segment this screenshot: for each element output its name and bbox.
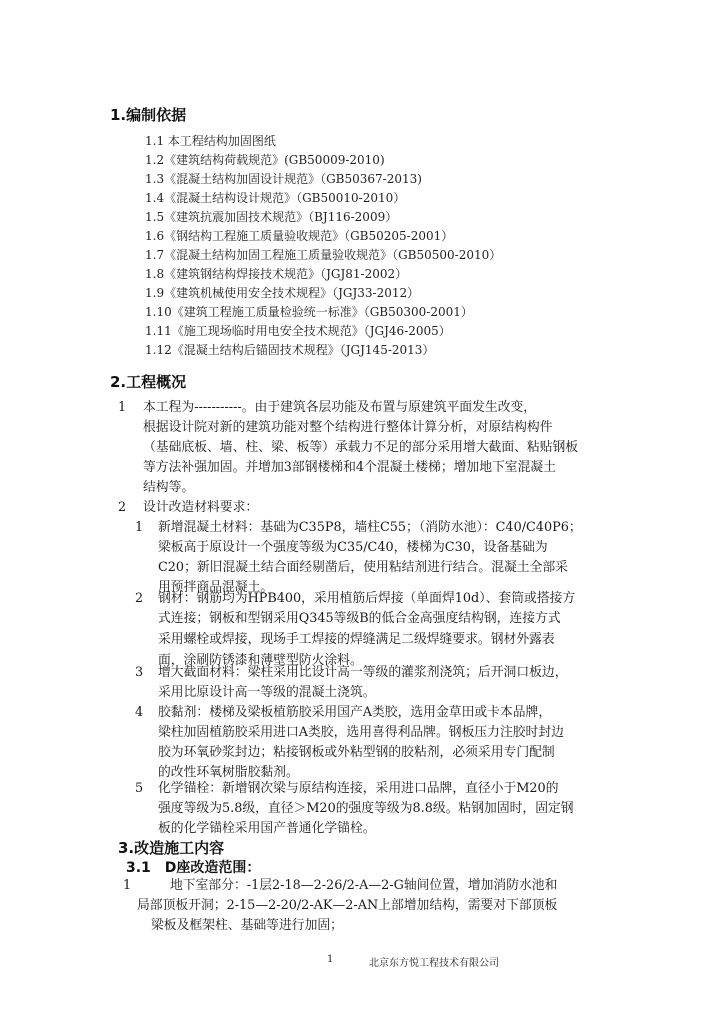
section-heading-basis: 1.编制依据: [110, 106, 187, 124]
material-line: 的改性环氧树脂胶黏剂。: [158, 765, 299, 780]
paragraph-title: 设计改造材料要求：: [143, 500, 259, 515]
material-line: 式连接；钢板和型钢采用Q345等级B的低合金高强度结构钢，连接方式: [158, 611, 561, 626]
material-line: 强度等级为5.8级，直径＞M20的强度等级为8.8级。粘钢加固时，固定钢: [158, 801, 574, 816]
list-item: 1.10《建筑工程施工质量检验统一标准》（GB50300-2001）: [145, 305, 473, 319]
material-line: 钢材：钢筋均为HPB400，采用植筋后焊接（单面焊10d）、套筒或搭接方: [158, 591, 576, 606]
paragraph-number: 1: [118, 400, 127, 415]
list-item: 1.12《混凝土结构后锚固技术规程》（JGJ145-2013）: [145, 343, 435, 357]
material-line: 采用螺栓或焊接，现场手工焊接的焊缝满足二级焊缝要求。钢材外露表: [158, 632, 555, 647]
page-number: 1: [327, 954, 334, 965]
material-line: 增大截面材料：梁柱采用比设计高一等级的灌浆剂浇筑；后开洞口板边，: [158, 665, 568, 680]
paragraph-line: 根据设计院对新的建筑功能对整个结构进行整体计算分析，对原结构构件: [143, 420, 553, 435]
paragraph-line: 局部顶板开洞；2-15—2-20/2-AK—2-AN上部增加结构，需要对下部顶板: [137, 898, 558, 913]
material-number: 1: [135, 520, 144, 535]
material-line: 采用比原设计高一等级的混凝土浇筑。: [158, 685, 376, 700]
list-item: 1.7《混凝土结构加固工程施工质量验收规范》（GB50500-2010）: [145, 248, 502, 262]
material-line: 面，涂刷防锈漆和薄壁型防火涂料。: [158, 653, 363, 668]
list-item: 1.8《建筑钢结构焊接技术规范》（JGJ81-2002）: [145, 267, 408, 281]
list-item: 1.5《建筑抗震加固技术规范》（BJ116-2009）: [145, 210, 398, 224]
material-line: 板的化学锚栓采用国产普通化学锚栓。: [158, 821, 376, 836]
section-heading-overview: 2.工程概况: [110, 373, 187, 391]
paragraph-line: 梁板及框架柱、基础等进行加固；: [151, 918, 343, 933]
paragraph-line: 结构等。: [143, 480, 195, 495]
material-line: 胶为环氧砂浆封边；粘接钢板或外粘型钢的胶粘剂，必须采用专门配制: [158, 745, 555, 760]
material-line: 用预拌商品混凝土。: [158, 580, 274, 595]
list-item: 1.6《钢结构工程施工质量验收规范》（GB50205-2001）: [145, 229, 454, 243]
list-item: 1.9《建筑机械使用安全技术规程》（JGJ33-2012）: [145, 286, 420, 300]
list-item: 1.4《混凝土结构设计规范》（GB50010-2010）: [145, 191, 406, 205]
material-number: 2: [135, 591, 144, 606]
list-item: 1.1 本工程结构加固图纸: [145, 134, 276, 148]
list-item: 1.2《建筑结构荷载规范》(GB50009-2010): [145, 153, 385, 167]
paragraph-line: 等方法补强加固。并增加3部钢楼梯和4个混凝土楼梯；增加地下室混凝土: [143, 460, 556, 475]
footer-company: 北京东方悦工程技术有限公司: [369, 958, 499, 969]
material-line: 梁柱加固植筋胶采用进口A类胶，选用喜得利品牌。钢板压力注胶时封边: [158, 725, 564, 740]
paragraph-number: 1: [123, 878, 132, 893]
material-line: 胶黏剂：楼梯及梁板植筋胶采用国产A类胶，选用金草田或卡本品牌，: [158, 705, 552, 720]
material-line: 梁板高于原设计一个强度等级为C35/C40，楼梯为C30，设备基础为: [158, 540, 548, 555]
material-line: 新增混凝土材料：基础为C35P8，墙柱C55；（消防水池）：C40/C40P6；: [158, 520, 582, 535]
paragraph-line: （基础底板、墙、柱、梁、板等）承载力不足的部分采用增大截面、粘贴钢板: [143, 440, 579, 455]
paragraph-line: 地下室部分：-1层2-18—2-26/2-A—2-G轴间位置，增加消防水池和: [170, 878, 558, 893]
list-item: 1.11《施工现场临时用电安全技术规范》（JGJ46-2005）: [145, 324, 451, 338]
list-item: 1.3《混凝土结构加固设计规范》（GB50367-2013): [145, 172, 422, 186]
material-number: 5: [135, 781, 144, 796]
paragraph-number: 2: [118, 500, 127, 515]
paragraph-line: 本工程为-----------。由于建筑各层功能及布置与原建筑平面发生改变，: [143, 400, 537, 415]
subsection-heading: 3.1 D座改造范围：: [126, 860, 261, 876]
material-line: 化学锚栓：新增钢次梁与原结构连接，采用进口品牌，直径小于M20的: [158, 781, 559, 796]
material-number: 4: [135, 705, 144, 720]
section-heading-construction: 3.改造施工内容: [118, 839, 225, 857]
material-number: 3: [135, 665, 144, 680]
material-line: C20；新旧混凝土结合面经剔凿后，使用粘结剂进行结合。混凝土全部采: [158, 560, 568, 575]
